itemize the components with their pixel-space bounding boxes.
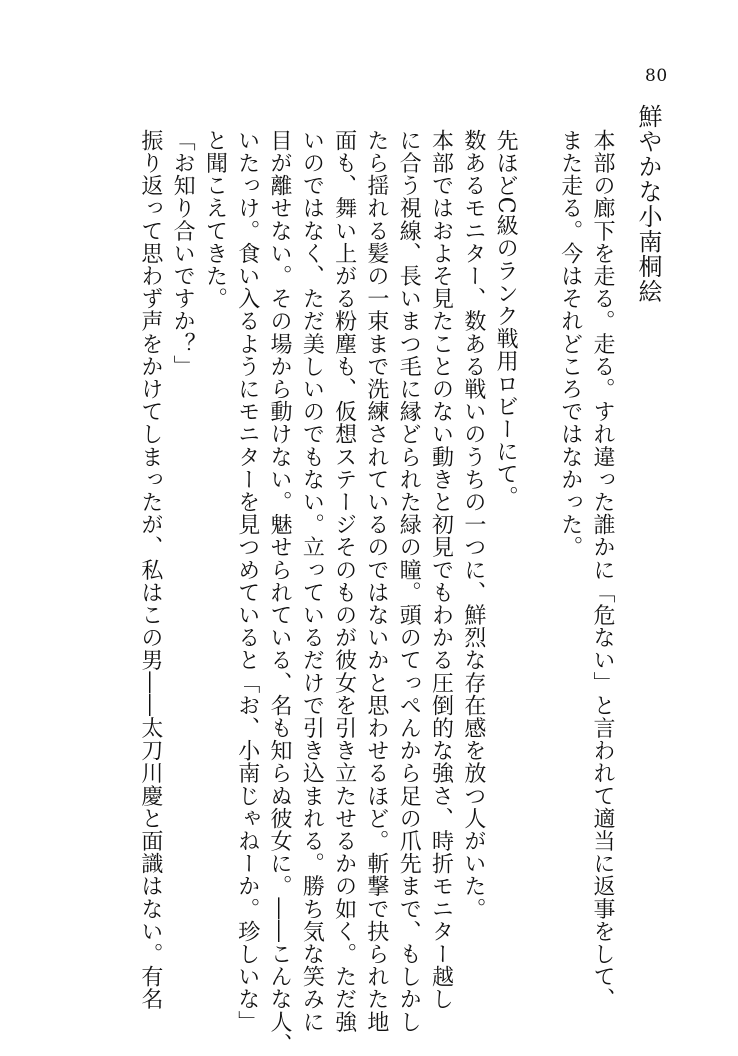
text-line: 振り返って思わず声をかけてしまったが、私はこの男――太刀川慶と面識はない。有名 [137,129,163,1011]
text-line: 面も、舞い上がる粉塵も、仮想ステージそのものが彼女を引き立たせるかの如く。ただ強 [331,129,357,1033]
text-line: また走る。今はそれどころではなかった。 [557,129,583,559]
text-line: 数あるモニター、数ある戦いのうちの一つに、鮮烈な存在感を放つ人がいた。 [460,129,486,920]
chapter-title: 鮮やかな小南桐絵 [634,104,662,304]
text-line: に合う視線、長いまつ毛に縁どられた緑の瞳。頭のてっぺんから足の爪先まで、もしかし [396,129,422,1033]
text-line: と聞こえてきた。 [202,129,228,310]
text-line: 目が離せない。その場から動けない。魅せられている、名も知らぬ彼女に。――こんな人、 [267,129,293,1056]
page-number: 80 [645,66,668,86]
vertical-text-body [134,96,668,1056]
blank-line [521,96,553,956]
text-line: いのではなく、ただ美しいのでもない。立っているだけで引き込まれる。勝ち気な笑みに [299,129,325,1033]
text-line: 先ほどC級のランク戦用ロビーにて。 [493,129,519,509]
text-line: たら揺れる髪の一束まで洗練されているのではないかと思わせるほど。斬撃で抉られた地 [363,129,389,1033]
text-line: いたっけ。食い入るようにモニターを見つめていると「お、小南じゃねーか。珍しいな」 [234,129,260,1033]
text-line: 本部の廊下を走る。走る。すれ違った誰かに「危ない」と言われて適当に返事をして、 [590,129,615,1011]
text-line: 「お知り合いですか？」 [170,129,196,378]
text-line: 本部ではおよそ見たことのない動きと初見でもわかる圧倒的な強さ、時折モニター越し [428,129,454,1011]
